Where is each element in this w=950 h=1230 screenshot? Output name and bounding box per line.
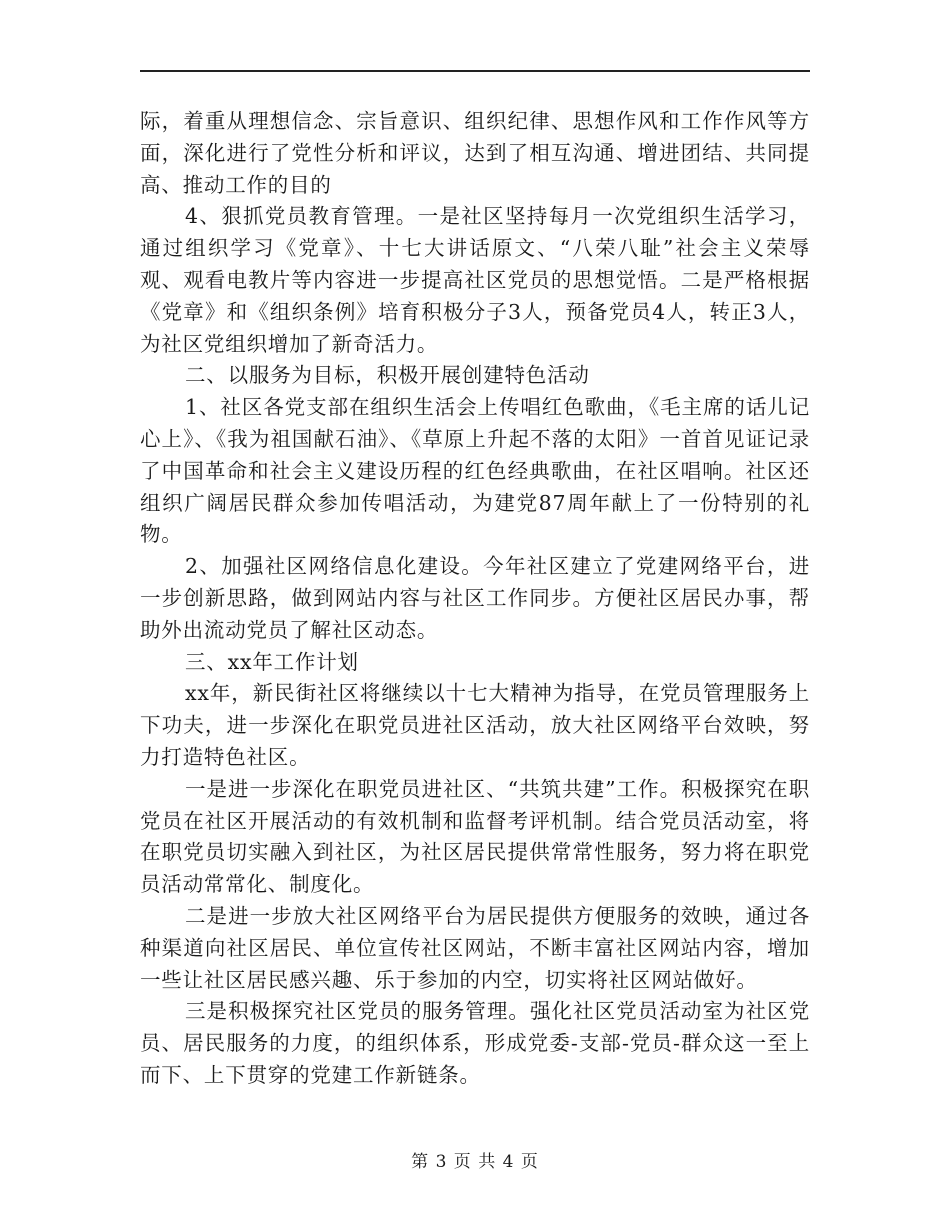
paragraph-plan-item-2: 二是进一步放大社区网络平台为居民提供方便服务的效映，通过各种渠道向社区居民、单位宣传社区网站，不断丰富社区网站内容，增加一些让社区居民感兴趣、乐于参加的内空，切实将社区网站做好。 [140,903,810,992]
section-heading-service: 二、以服务为目标，积极开展创建特色活动 [185,363,590,388]
paragraph-continuation: 际，着重从理想信念、宗旨意识、组织纪律、思想作风和工作作风等方面，深化进行了党性分析和评议，达到了相互沟通、增进团结、共同提高、推动工作的目的 [140,109,810,197]
page-number-footer: 第 3 页 共 4 页 [411,1152,539,1172]
paragraph-red-songs: 1、社区各党支部在组织生活会上传唱红色歌曲，《毛主席的话儿记心上》、《我为祖国献石油》、《草原上升起不落的太阳》一首首见证记录了中国革命和社会主义建设历程的红色经典歌曲，在社区唱响。社区还组织广阔居民群众参加传唱活动，为建党87周年献上了一份特别的礼物。 [140,395,810,547]
document-body [140,106,810,1092]
paragraph-plan-item-1: 一是进一步深化在职党员进社区、“共筑共建”工作。积极探究在职党员在社区开展活动的有效机制和监督考评机制。结合党员活动室，将在职党员切实融入到社区，为社区居民提供常常性服务，努力将在职党员活动常常化、制度化。 [140,776,810,897]
paragraph-plan-item-3: 三是积极探究社区党员的服务管理。强化社区党员活动室为社区党员、居民服务的力度，的组织体系，形成党委-支部-党员-群众这一至上而下、上下贯穿的党建工作新链条。 [140,999,810,1087]
paragraph-plan-intro: xx年，新民街社区将继续以十七大精神为指导，在党员管理服务上下功夫，进一步深化在职党员进社区活动，放大社区网络平台效映，努力打造特色社区。 [140,681,810,769]
paragraph-education-management: 4、狠抓党员教育管理。一是社区坚持每月一次党组织生活学习，通过组织学习《党章》、十七大讲话原文、“八荣八耻”社会主义荣辱观、观看电教片等内容进一步提高社区党员的思想觉悟。二是严格根据《党章》和《组织条例》培育积极分子3人，预备党员4人，转正3人，为社区党组织增加了新奇活力。 [140,204,810,356]
paragraph-network-building: 2、加强社区网络信息化建设。今年社区建立了党建网络平台，进一步创新思路，做到网站内容与社区工作同步。方便社区居民办事，帮助外出流动党员了解社区动态。 [140,554,810,642]
header-rule [140,70,810,72]
section-heading-work-plan: 三、xx年工作计划 [185,649,359,674]
